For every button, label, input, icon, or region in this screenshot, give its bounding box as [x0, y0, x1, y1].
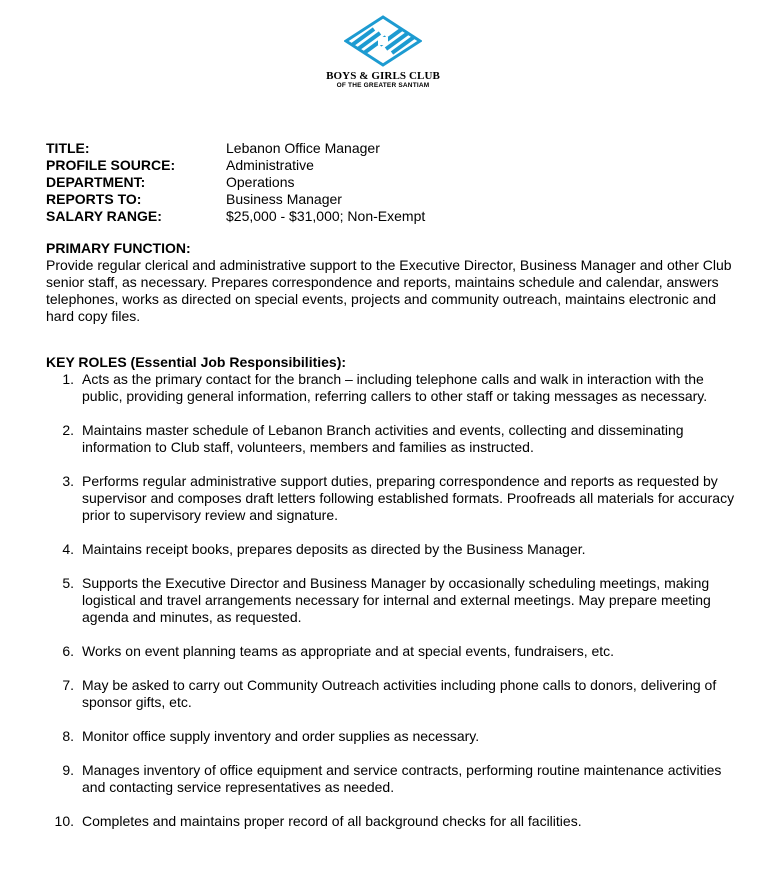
list-item-text: Monitor office supply inventory and order supplies as necessary.: [82, 728, 480, 744]
list-item: [46, 643, 736, 660]
list-item-text: Performs regular administrative support duties, preparing correspondence and reports as requested by supervisor and composes draft letters following established formats. Proofreads all materials for accuracy prior to supervisory review and signature.: [82, 473, 735, 523]
profile-table: [46, 140, 425, 225]
list-item-text: Maintains master schedule of Lebanon Branch activities and events, collecting and disseminating information to Club staff, volunteers, members and families as instructed.: [82, 422, 684, 455]
profile-label: PROFILE SOURCE:: [46, 157, 176, 173]
list-item: [46, 371, 736, 405]
primary-function-section: [46, 240, 736, 325]
profile-label: SALARY RANGE:: [46, 208, 162, 224]
list-item-text: Manages inventory of office equipment and service contracts, performing routine maintenance activities and contacting service representatives as needed.: [82, 762, 722, 795]
profile-value: Lebanon Office Manager: [226, 140, 380, 156]
list-item-text: Completes and maintains proper record of all background checks for all facilities.: [82, 813, 582, 829]
profile-row-source: [46, 157, 425, 174]
list-item-number: 3.: [62, 473, 74, 489]
list-item: [46, 762, 736, 796]
profile-row-department: [46, 174, 425, 191]
profile-value: Business Manager: [226, 191, 342, 207]
list-item: [46, 813, 736, 830]
list-item-text: Maintains receipt books, prepares deposits as directed by the Business Manager.: [82, 541, 586, 557]
list-item: [46, 677, 736, 711]
list-item-text: Supports the Executive Director and Business Manager by occasionally scheduling meetings, making logistical and travel arrangements necessary for internal and external meetings. May prepare meeting agenda and minutes, as requested.: [82, 575, 711, 625]
list-item-text: Acts as the primary contact for the branch – including telephone calls and walk in interaction with the public, providing general information, referring callers to other staff or taking messages as necessary.: [82, 371, 708, 404]
profile-value: Administrative: [226, 157, 314, 173]
list-item: [46, 422, 736, 456]
list-item: [46, 575, 736, 626]
list-item-number: 9.: [62, 762, 74, 778]
list-item-text: May be asked to carry out Community Outreach activities including phone calls to donors, delivering of sponsor gifts, etc.: [82, 677, 717, 710]
org-name: BOYS & GIRLS CLUB: [326, 70, 440, 82]
profile-label: DEPARTMENT:: [46, 174, 146, 190]
profile-row-reports-to: [46, 191, 425, 208]
org-subtitle: OF THE GREATER SANTIAM: [336, 82, 430, 89]
list-item-number: 7.: [62, 677, 74, 693]
list-item-text: Works on event planning teams as appropriate and at special events, fundraisers, etc.: [82, 643, 615, 659]
list-item: [46, 728, 736, 745]
key-roles-list: [46, 371, 736, 830]
profile-label: REPORTS TO:: [46, 191, 142, 207]
profile-row-salary: [46, 208, 425, 225]
org-logo: [300, 15, 466, 90]
boys-girls-club-hands-icon: [344, 15, 422, 67]
primary-function-heading: PRIMARY FUNCTION:: [46, 240, 191, 256]
list-item-number: 10.: [54, 813, 74, 829]
primary-function-text: Provide regular clerical and administrative support to the Executive Director, Business Manager and other Club senior staff, as necessary. Prepares correspondence and reports, maintains schedule and calendar, answers telephones, works as directed on special events, projects and community outreach, maintains electronic and hard copy files.: [46, 257, 732, 324]
profile-label: TITLE:: [46, 140, 90, 156]
list-item-number: 5.: [62, 575, 74, 591]
list-item: [46, 541, 736, 558]
list-item-number: 4.: [62, 541, 74, 557]
key-roles-heading: KEY ROLES (Essential Job Responsibilities):: [46, 354, 347, 370]
list-item-number: 6.: [62, 643, 74, 659]
list-item-number: 2.: [62, 422, 74, 438]
profile-row-title: [46, 140, 425, 157]
key-roles-section: [46, 354, 736, 847]
list-item-number: 8.: [62, 728, 74, 744]
profile-value: $25,000 - $31,000; Non-Exempt: [226, 208, 426, 224]
list-item-number: 1.: [62, 371, 74, 387]
profile-value: Operations: [226, 174, 295, 190]
list-item: [46, 473, 736, 524]
